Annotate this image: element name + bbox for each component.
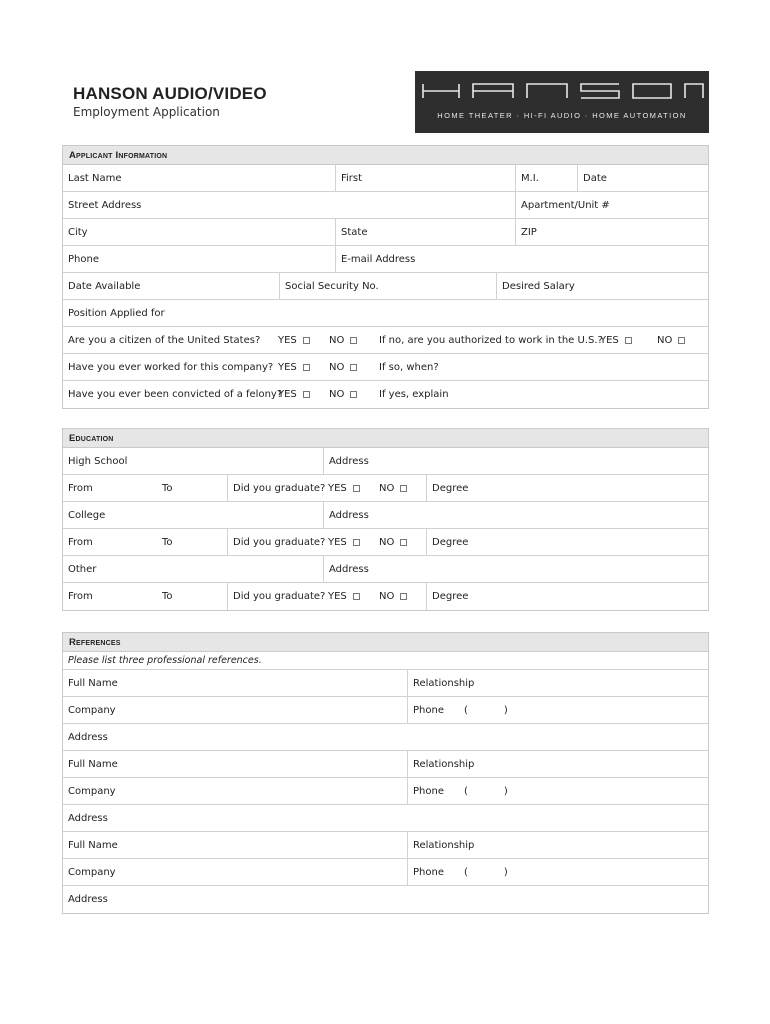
phone-open-paren: ( <box>463 786 468 797</box>
authorized-no-label: NO <box>657 335 673 346</box>
authorized-yes-label: YES <box>600 335 619 346</box>
graduate-no-label: NO <box>379 591 395 602</box>
state-label: State <box>341 227 368 238</box>
company-label: Company <box>68 786 116 797</box>
graduate-no-label: NO <box>379 483 395 494</box>
date-available-field[interactable] <box>63 273 279 299</box>
checkbox-icon[interactable] <box>400 539 407 546</box>
ref1-name-row <box>63 670 708 697</box>
graduate-no[interactable] <box>374 583 426 610</box>
high-school-row <box>63 448 708 475</box>
from-field[interactable] <box>63 529 157 555</box>
from-label: From <box>68 591 93 602</box>
ref1-company-row <box>63 697 708 724</box>
explain-label: If yes, explain <box>379 389 449 400</box>
citizen-no[interactable] <box>324 327 374 353</box>
city-field[interactable] <box>63 219 335 245</box>
date-label: Date <box>583 173 607 184</box>
graduate-no-label: NO <box>379 537 395 548</box>
graduate-no[interactable] <box>374 529 426 555</box>
position-field[interactable] <box>63 300 708 326</box>
felony-row <box>63 381 708 408</box>
felony-yes[interactable] <box>273 381 324 408</box>
felony-question: Have you ever been convicted of a felony? <box>68 389 283 400</box>
ref-relationship-field[interactable] <box>407 751 708 777</box>
position-row <box>63 300 708 327</box>
worked-yes-label: YES <box>278 362 297 373</box>
to-label: To <box>162 483 173 494</box>
references-note: Please list three professional references. <box>68 655 262 666</box>
position-label: Position Applied for <box>68 308 165 319</box>
degree-field[interactable] <box>426 583 708 610</box>
degree-label: Degree <box>432 483 469 494</box>
ref-company-field[interactable] <box>63 859 407 885</box>
first-name-field[interactable] <box>335 165 515 191</box>
date-field[interactable] <box>577 165 708 191</box>
phone-label: Phone <box>413 867 444 878</box>
education-heading: Education <box>63 429 708 448</box>
address-label: Address <box>68 894 108 905</box>
other-row <box>63 556 708 583</box>
to-field[interactable] <box>157 583 227 610</box>
references-heading: References <box>63 633 708 652</box>
graduate-yes-label: YES <box>328 537 347 548</box>
street-address-field[interactable] <box>63 192 515 218</box>
ref3-address-row <box>63 886 708 913</box>
address-label: Address <box>68 732 108 743</box>
mi-label: M.I. <box>521 173 539 184</box>
availability-row <box>63 273 708 300</box>
ref-address-field[interactable] <box>63 805 708 831</box>
checkbox-icon[interactable] <box>303 391 310 398</box>
phone-close-paren: ) <box>503 705 508 716</box>
phone-open-paren: ( <box>463 867 468 878</box>
felony-no[interactable] <box>324 381 374 408</box>
ref2-address-row <box>63 805 708 832</box>
phone-field[interactable] <box>63 246 335 272</box>
from-label: From <box>68 537 93 548</box>
explain-field[interactable] <box>374 381 708 408</box>
ref3-company-row <box>63 859 708 886</box>
first-name-label: First <box>341 173 363 184</box>
college-row <box>63 502 708 529</box>
ref-address-field[interactable] <box>63 886 708 913</box>
graduate-yes-label: YES <box>328 591 347 602</box>
zip-label: ZIP <box>521 227 537 238</box>
checkbox-icon[interactable] <box>303 337 310 344</box>
checkbox-icon[interactable] <box>350 337 357 344</box>
graduate-question: Did you graduate? <box>227 475 323 501</box>
mi-field[interactable] <box>515 165 577 191</box>
phone-label: Phone <box>68 254 99 265</box>
other-label: Other <box>68 564 97 575</box>
authorized-yes[interactable] <box>595 327 651 353</box>
ref-company-field[interactable] <box>63 697 407 723</box>
phone-label: Phone <box>413 786 444 797</box>
to-field[interactable] <box>157 475 227 501</box>
last-name-label: Last Name <box>68 173 122 184</box>
citizen-no-label: NO <box>329 335 345 346</box>
checkbox-icon[interactable] <box>400 485 407 492</box>
worked-question: Have you ever worked for this company? <box>68 362 274 373</box>
phone-close-paren: ) <box>503 867 508 878</box>
last-name-field[interactable] <box>63 165 335 191</box>
felony-yes-label: YES <box>278 389 297 400</box>
full-name-label: Full Name <box>68 759 118 770</box>
checkbox-icon[interactable] <box>303 364 310 371</box>
ref-phone-field[interactable] <box>407 778 708 804</box>
ref-phone-field[interactable] <box>407 859 708 885</box>
degree-label: Degree <box>432 537 469 548</box>
street-label: Street Address <box>68 200 142 211</box>
full-name-label: Full Name <box>68 678 118 689</box>
from-field[interactable] <box>63 583 157 610</box>
citizen-yes[interactable] <box>273 327 324 353</box>
apartment-label: Apartment/Unit # <box>521 200 610 211</box>
graduate-yes[interactable] <box>323 529 374 555</box>
degree-label: Degree <box>432 591 469 602</box>
when-field[interactable] <box>374 354 708 380</box>
education-section <box>62 428 709 611</box>
ref3-name-row <box>63 832 708 859</box>
ref-full-name-field[interactable] <box>63 751 407 777</box>
graduate-no[interactable] <box>374 475 426 501</box>
applicant-information-section <box>62 145 709 409</box>
desired-salary-field[interactable] <box>496 273 708 299</box>
company-label: Company <box>68 867 116 878</box>
high-school-label: High School <box>68 456 128 467</box>
applicant-heading: Applicant Information <box>63 146 708 165</box>
ref-relationship-field[interactable] <box>407 832 708 858</box>
hanson-wordmark-icon <box>415 71 709 111</box>
checkbox-icon[interactable] <box>353 593 360 600</box>
full-name-label: Full Name <box>68 840 118 851</box>
graduate-question: Did you graduate? <box>227 583 323 610</box>
street-row <box>63 192 708 219</box>
form-title: Employment Application <box>73 105 220 119</box>
felony-no-label: NO <box>329 389 345 400</box>
city-row <box>63 219 708 246</box>
ref-full-name-field[interactable] <box>63 832 407 858</box>
college-dates-row <box>63 529 708 556</box>
contact-row <box>63 246 708 273</box>
date-available-label: Date Available <box>68 281 141 292</box>
company-label: Company <box>68 705 116 716</box>
city-label: City <box>68 227 88 238</box>
checkbox-icon[interactable] <box>625 337 632 344</box>
graduate-yes[interactable] <box>323 583 374 610</box>
address-label: Address <box>329 564 369 575</box>
citizen-yes-label: YES <box>278 335 297 346</box>
checkbox-icon[interactable] <box>353 539 360 546</box>
worked-yes[interactable] <box>273 354 324 380</box>
ref-company-field[interactable] <box>63 778 407 804</box>
phone-open-paren: ( <box>463 705 468 716</box>
checkbox-icon[interactable] <box>350 364 357 371</box>
logo-word: HANSON <box>562 96 567 97</box>
worked-no[interactable] <box>324 354 374 380</box>
authorized-no[interactable] <box>652 327 708 353</box>
degree-field[interactable] <box>426 475 708 501</box>
high-school-address-field[interactable] <box>323 448 708 474</box>
other-school-field[interactable] <box>63 556 323 582</box>
from-field[interactable] <box>63 475 157 501</box>
authorized-question: If no, are you authorized to work in the U.S.? <box>379 335 603 346</box>
ref2-company-row <box>63 778 708 805</box>
relationship-label: Relationship <box>413 678 475 689</box>
apartment-field[interactable] <box>515 192 708 218</box>
worked-no-label: NO <box>329 362 345 373</box>
college-field[interactable] <box>63 502 323 528</box>
zip-field[interactable] <box>515 219 708 245</box>
desired-salary-label: Desired Salary <box>502 281 575 292</box>
ref1-address-row <box>63 724 708 751</box>
graduate-yes-label: YES <box>328 483 347 494</box>
logo-tagline: HOME THEATER · HI-FI AUDIO · HOME AUTOMATION <box>437 111 687 120</box>
ref-relationship-field[interactable] <box>407 670 708 696</box>
to-label: To <box>162 537 173 548</box>
high-school-dates-row <box>63 475 708 502</box>
email-field[interactable] <box>335 246 708 272</box>
college-label: College <box>68 510 106 521</box>
ref-address-field[interactable] <box>63 724 708 750</box>
email-label: E-mail Address <box>341 254 416 265</box>
phone-label: Phone <box>413 705 444 716</box>
relationship-label: Relationship <box>413 840 475 851</box>
references-section <box>62 632 709 914</box>
ref-phone-field[interactable] <box>407 697 708 723</box>
hanson-logo <box>415 71 709 133</box>
checkbox-icon[interactable] <box>400 593 407 600</box>
worked-row <box>63 354 708 381</box>
address-label: Address <box>329 510 369 521</box>
other-address-field[interactable] <box>323 556 708 582</box>
degree-field[interactable] <box>426 529 708 555</box>
ref-full-name-field[interactable] <box>63 670 407 696</box>
state-field[interactable] <box>335 219 515 245</box>
citizen-question: Are you a citizen of the United States? <box>68 335 261 346</box>
address-label: Address <box>68 813 108 824</box>
name-row <box>63 165 708 192</box>
checkbox-icon[interactable] <box>678 337 685 344</box>
high-school-field[interactable] <box>63 448 323 474</box>
other-dates-row <box>63 583 708 610</box>
to-label: To <box>162 591 173 602</box>
checkbox-icon[interactable] <box>353 485 360 492</box>
when-label: If so, when? <box>379 362 439 373</box>
ref2-name-row <box>63 751 708 778</box>
phone-close-paren: ) <box>503 786 508 797</box>
ssn-field[interactable] <box>279 273 496 299</box>
from-label: From <box>68 483 93 494</box>
checkbox-icon[interactable] <box>350 391 357 398</box>
company-title: HANSON AUDIO/VIDEO <box>73 84 267 103</box>
address-label: Address <box>329 456 369 467</box>
graduate-yes[interactable] <box>323 475 374 501</box>
ssn-label: Social Security No. <box>285 281 379 292</box>
citizen-row <box>63 327 708 354</box>
to-field[interactable] <box>157 529 227 555</box>
references-note-row <box>63 652 708 670</box>
college-address-field[interactable] <box>323 502 708 528</box>
graduate-question: Did you graduate? <box>227 529 323 555</box>
relationship-label: Relationship <box>413 759 475 770</box>
